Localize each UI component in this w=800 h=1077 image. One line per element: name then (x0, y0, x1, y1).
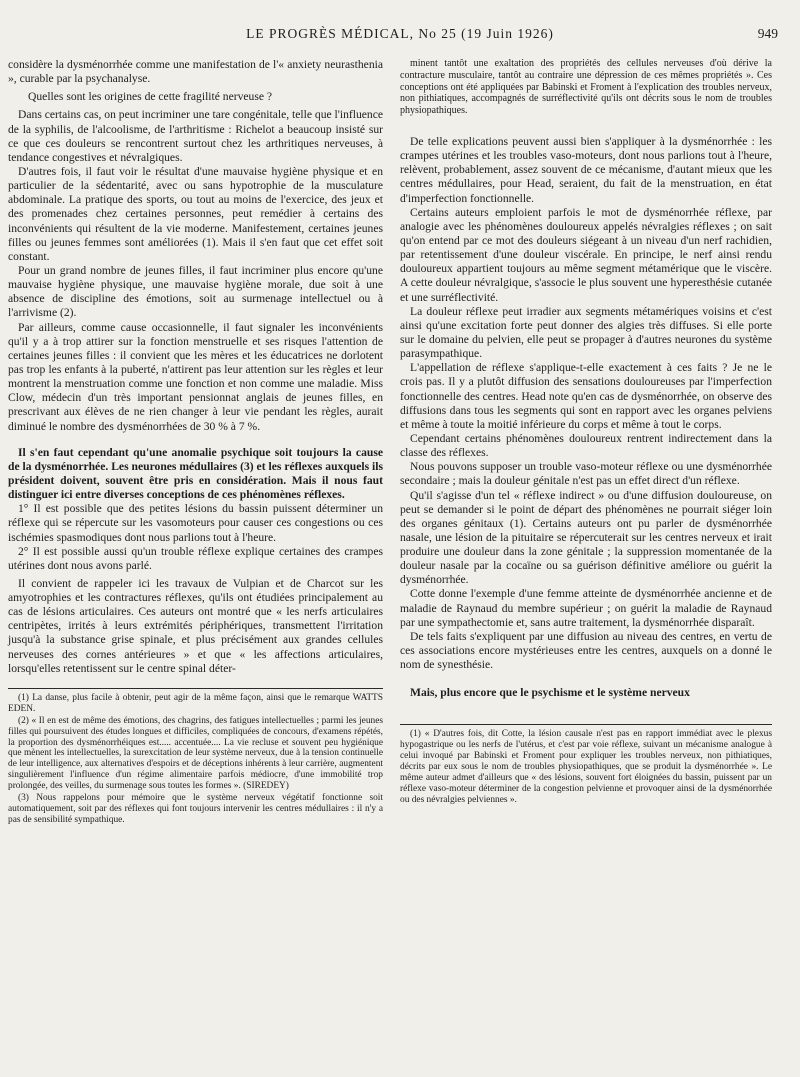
footnote: (3) Nous rappelons pour mémoire que le système nerveux végétatif fonctionne soit automatiquement, soit par des réflexes qui font toujours intervenir les centres médullaires : il n'y a pas de sensibilité sympathique. (8, 793, 383, 825)
paragraph: Par ailleurs, comme cause occasionnelle, il faut signaler les inconvénients qu'il y a à trop attirer sur la fonction menstruelle et ses risques l'attention de certaines jeunes filles : il convient que les mères et les éducatrices ne dorlotent pas trop les enfants à la puberté, n'attirent pas leur attention sur les règles et leur montrent la menstruation comme une fonction et non comme une maladie. Miss Clow, médecin d'un très important pensionnat anglais de jeunes filles, en prescrivant aux élèves de ne rien changer à leur vie pendant les règles, aurait diminué le nombre des dysménorrhées de 30 % à 7 %. (8, 320, 383, 433)
footnote: (2) « Il en est de même des émotions, des chagrins, des fatigues intellectuelles ; parmi les jeunes filles qui poursuivent des études longues et difficiles, compliquées de concours, d'examens répétés, la proportion des dysménorrhéiques est..... accentuée.... La vie recluse et souvent peu hygiénique que mènent les intellectuelles, la surexcitation de leur système nerveux, due à la tension continuelle de leur intelligence, aux alternatives d'espoirs et de déceptions inhérents à leur carrière, augmentent singulièrement l'influence d'un régime alimentaire parfois médiocre, d'une immobilité trop prolongée, des veilles, du surmenage sous toutes les formes ». (SIREDEY) (8, 715, 383, 792)
footnote: (1) « D'autres fois, dit Cotte, la lésion causale n'est pas en rapport immédiat avec le plexus hypogastrique ou les nerfs de l'utérus, et c'est par voie réflexe, suivant un mécanisme analogue à celui invoqué par Babinski et Froment pour expliquer les troubles nerveux, non pithiatiques, décrits par eux sous le nom de troubles physiopathiques, que se produit la dysménorrhée ». Le même auteur admet d'ailleurs que « des lésions, souvent fort éloignées du bassin, puissent par un réflexe vaso-moteur déterminer de la congestion pelvienne et provoquer ainsi de la dysménorrhée ou des névralgies pelviennes ». (400, 729, 772, 805)
paragraph: La douleur réflexe peut irradier aux segments métamériques voisins et c'est ainsi qu'une excitation forte peut donner des algies très diffuses. Si elle porte sur le domaine du pelvien, elle peut se propager à d'autres neurones du système parasympathique. (400, 304, 772, 361)
paragraph: 2° Il est possible aussi qu'un trouble réflexe explique certaines des crampes utérines dont nous avons parlé. (8, 544, 383, 572)
paragraph: Cotte donne l'exemple d'une femme atteinte de dysménorrhée ancienne et de maladie de Raynaud du membre supérieur ; on guérit la maladie de Raynaud par une sympathectomie et, sans autre traitement, la dysménorrhée disparaît. (400, 587, 772, 629)
paragraph: considère la dysménorrhée comme une manifestation de l'« anxiety neurasthenia », curable par la psychanalyse. (8, 58, 383, 86)
paragraph: 1° Il est possible que des petites lésions du bassin puissent déterminer un réflexe qui se répercute sur les vasomoteurs pour causer ces congestions ou ces ischémies spasmodiques dont nous parlions tout à l'heure. (8, 502, 383, 544)
paragraph: Nous pouvons supposer un trouble vaso-moteur réflexe ou une dysménorrhée secondaire ; mais la douleur génitale n'est pas un effet direct d'un réflexe. (400, 460, 772, 488)
paragraph: Dans certains cas, on peut incriminer une tare congénitale, telle que l'influence de la syphilis, de l'alcoolisme, de l'arthritisme : Richelot a beaucoup insisté sur ce que ces douleurs se rencontrent surtout chez les arthritiques nerveuses, à tendance congestives et névralgiques. (8, 108, 383, 164)
footnotes-left (8, 688, 383, 826)
paragraph: De telle explications peuvent aussi bien s'appliquer à la dysménorrhée : les crampes utérines et les troubles vaso-moteurs, dont nous parlions tout à l'heure, relèvent, probablement, assez souvent de ce mécanisme, d'autant mieux que les centres médullaires, pour Head, seraient, du fait de la menstruation, en état d'imperfection fonctionnelle. (400, 134, 772, 205)
left-column (8, 58, 383, 827)
paragraph: De tels faits s'expliquent par une diffusion au niveau des centres, en vertu de ces associations encore mystérieuses entre les centres, auxquels on a donné le nom de synesthésie. (400, 629, 772, 672)
page-number: 949 (757, 26, 778, 41)
section-question: Quelles sont les origines de cette fragilité nerveuse ? (28, 90, 273, 104)
paragraph: Il s'en faut cependant qu'une anomalie psychique soit toujours la cause de la dysménorrhée. Les neurones médullaires (3) et les réflexes auxquels ils président doivent, souvent être pris en considération. Mais il nous faut distinguer ici entre diverses conceptions de ces phénomènes réflexes. (8, 445, 383, 502)
paragraph: Il convient de rappeler ici les travaux de Vulpian et de Charcot sur les amyotrophies et les contractures réflexes, qu'ils ont étudiées principalement au cas de lésions articulaires. Ces auteurs ont montré que « les nerfs articulaires centripètes, irrités à leurs extrémités périphériques, transmettent l'irritation jusqu'à la substance grise spinale, et plus précisément aux grandes cellules nerveuses des cornes antérieures » et que « les affections articulaires, lorsqu'elles retentissent sur le centre spinal déter- (8, 576, 383, 675)
paragraph: L'appellation de réflexe s'applique-t-elle exactement à ces faits ? Je ne le crois pas. Il y a plutôt diffusion des sensations douloureuses par l'imperfection fonctionnelle des centres. Head note qu'en cas de dysménorrhée, on observe des diffusions dans tous les segments qui sont en rapport avec les organes pelviens et même à toute la moitié inférieure du corps et même à tout le corps. (400, 361, 772, 431)
continued-quote-block: minent tantôt une exaltation des propriétés des cellules nerveuses d'où dérive la contracture musculaire, tantôt au contraire une dépression de ces mêmes propriétés ». Ces conceptions ont été appliquées par Babinski et Froment à l'explication des troubles nerveux, non pithiatiques, accompagnés de surréflectivité qu'ils ont décrits sous le nom de troubles physiopathiques. (400, 58, 772, 117)
right-column (400, 58, 772, 807)
footnote: (1) La danse, plus facile à obtenir, peut agir de la même façon, ainsi que le remarque WATTS EDEN. (8, 692, 383, 714)
paragraph: Pour un grand nombre de jeunes filles, il faut incriminer plus encore qu'une mauvaise hygiène physique, une mauvaise hygiène morale, due soit à une absence de discipline des émotions, soit au surmenage intellectuel ou à l'arrivisme (2). (8, 263, 383, 320)
paragraph: Qu'il s'agisse d'un tel « réflexe indirect » ou d'une diffusion douloureuse, on peut se demander si le point de départ des phénomènes ne pourrait siéger loin des organes génitaux (1). Certains auteurs ont pu parler de dysménorrhée nasale, une lésion de la pituitaire se répercuterait sur les centres nerveux et irait produire une douleur dans la zone génitale ; la suppression momentanée de la douleur nasale par la cocaïne ou sa guérison définitive améliore ou guérit la dysménorrhée. (400, 488, 772, 587)
paragraph: Cependant certains phénomènes douloureux rentrent indirectement dans la classe des réflexes. (400, 431, 772, 460)
footnotes-right (400, 724, 772, 805)
running-head: LE PROGRÈS MÉDICAL, No 25 (19 Juin 1926) (246, 26, 554, 41)
paragraph: D'autres fois, il faut voir le résultat d'une mauvaise hygiène physique et en particulier de la sédentarité, avec ou sans hypotrophie de la musculature abdominale. La pratique des sports, ou tout au moins de l'exercice, des jeux et des promenades chez certaines personnes, peut remédier à certains des inconvénients qui résultent de la vie moderne. Manifestement, certaines jeunes filles ou jeunes femmes sont améliorées (1). Mais il s'en faut que cet effet soit constant. (8, 164, 383, 263)
closing-heading: Mais, plus encore que le psychisme et le système nerveux (410, 686, 690, 700)
paragraph: Certains auteurs emploient parfois le mot de dysménorrhée réflexe, par analogie avec les phénomènes douloureux appelés névralgies réflexes ; on sait qu'on entend par ce mot des douleurs siégeant à un niveau d'un nerf rachidien, par retentissement d'une douleur viscérale. En principe, le nerf ainsi rendu douloureux appartient toujours au même segment métamérique que le viscère. A cette douleur névralgique, s'associe le plus souvent une hyperesthésie cutanée et une surréflectivité. (400, 205, 772, 304)
